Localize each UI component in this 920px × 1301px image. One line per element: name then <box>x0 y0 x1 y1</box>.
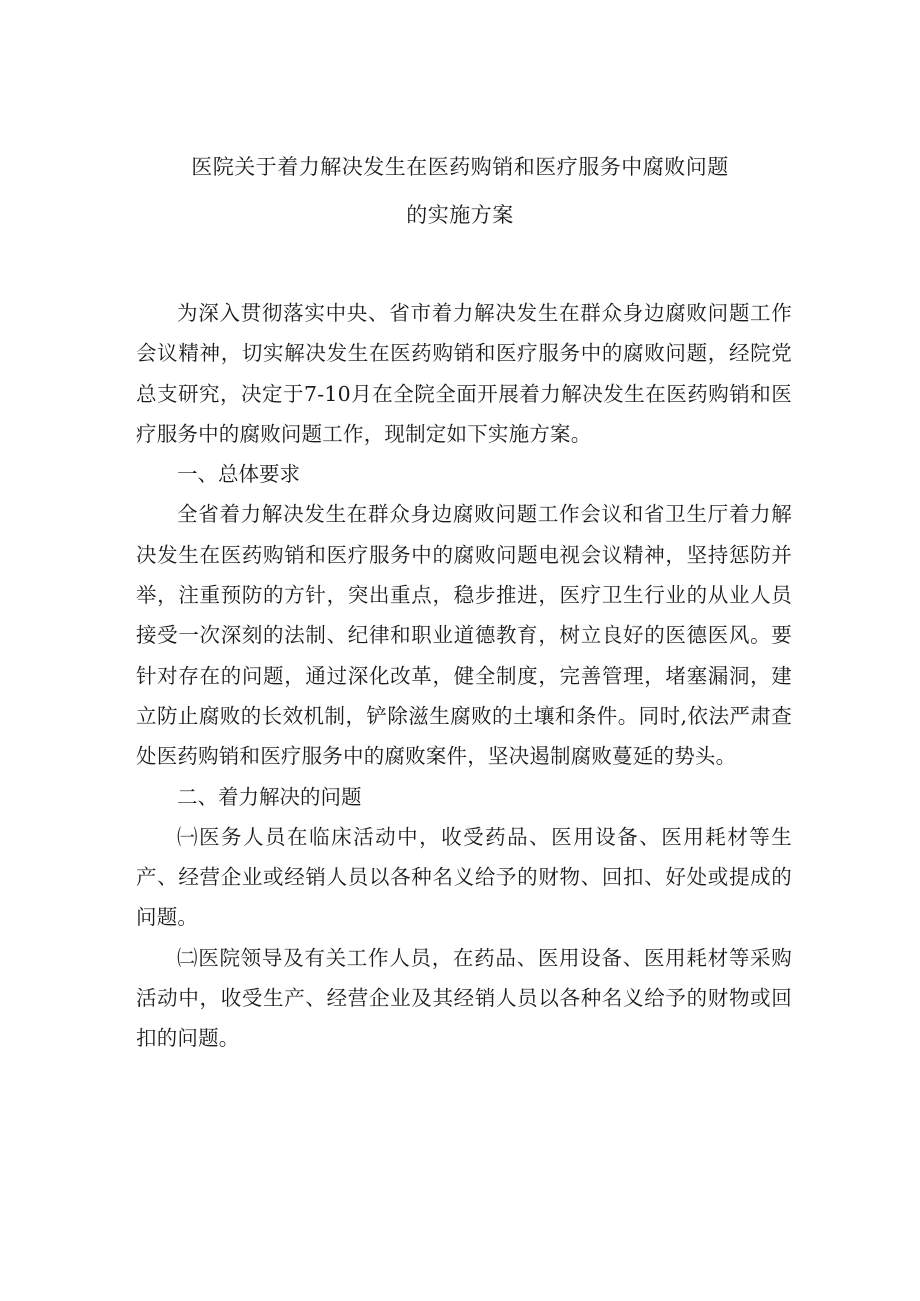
intro-paragraph: 为深入贯彻落实中央、省市着力解决发生在群众身边腐败问题工作会议精神，切实解决发生在医药购销和医疗服务中的腐败问题，经院党总支研究，决定于7-10月在全院全面开展着力解决发生在医药购销和医疗服务中的腐败问题工作，现制定如下实施方案。 <box>136 301 792 446</box>
document-title-line-1: 医院关于着力解决发生在医药购销和医疗服务中腐败问题 <box>191 155 729 179</box>
section-2-item-1: ㈠医务人员在临床活动中，收受药品、医用设备、医用耗材等生产、经营企业或经销人员以各种名义给予的财物、回扣、好处或提成的问题。 <box>136 824 792 930</box>
document-title-line-2: 的实施方案 <box>406 203 514 227</box>
section-1-heading: 一、总体要求 <box>177 462 300 487</box>
section-2-item-2: ㈡医院领导及有关工作人员，在药品、医用设备、医用耗材等采购活动中，收受生产、经营企业及其经销人员以各种名义给予的财物或回扣的问题。 <box>136 945 792 1051</box>
document-body <box>136 293 792 1059</box>
section-1-paragraph: 全省着力解决发生在群众身边腐败问题工作会议和省卫生厅着力解决发生在医药购销和医疗服务中的腐败问题电视会议精神，坚持惩防并举，注重预防的方针，突出重点，稳步推进，医疗卫生行业的从业人员接受一次深刻的法制、纪律和职业道德教育，树立良好的医德医风。要针对存在的问题，通过深化改革，健全制度，完善管理，堵塞漏洞，建立防止腐败的长效机制，铲除滋生腐败的土壤和条件。同时,依法严肃查处医药购销和医疗服务中的腐败案件，坚决遏制腐败蔓延的势头。 <box>136 502 792 769</box>
section-2-heading: 二、着力解决的问题 <box>177 784 362 809</box>
